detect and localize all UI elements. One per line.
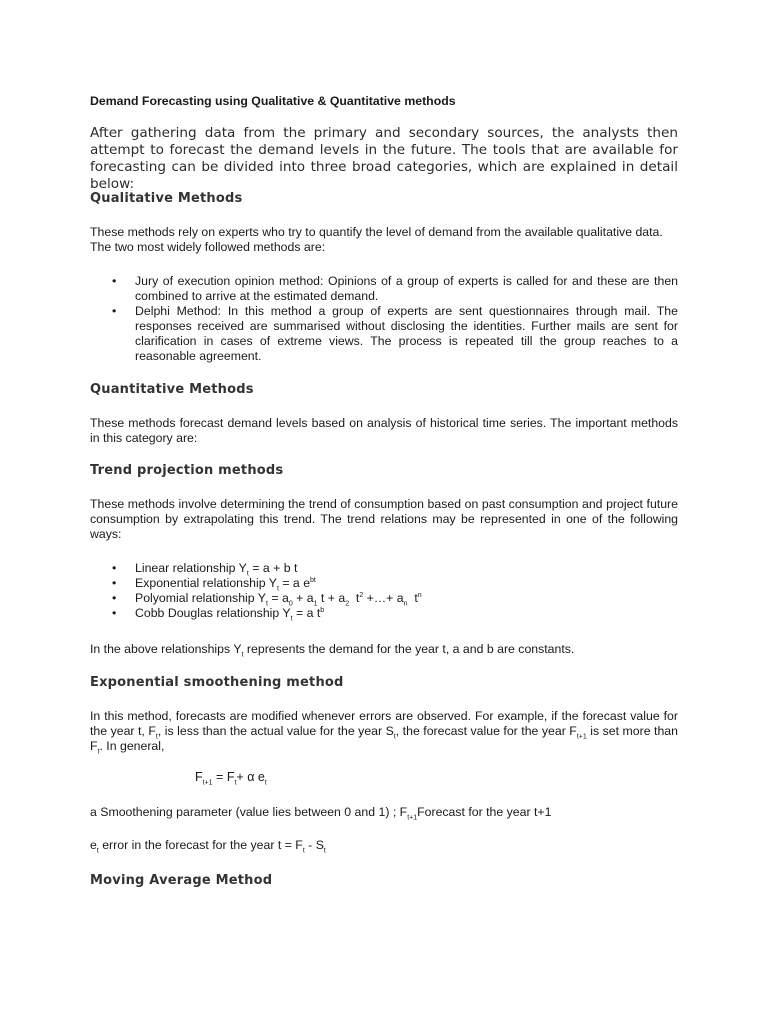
smoothing-paragraph: In this method, forecasts are modified whenever errors are observed. For example, if the forecast value for the year t, $F_t$, is less than the actual value for the year $S_t$, the forecast value for the year $F_{t+1}$ is set more than $F_t$. In general, bbox=[90, 709, 678, 756]
trend-heading: Trend projection methods bbox=[90, 463, 284, 478]
trend-list bbox=[112, 561, 678, 621]
list-item: • Delphi Method: In this method a group of experts are sent questionnaires through mail. The responses received are summarised without disclosing the identities. Further mails are sent for clarification in cases of extreme views. The process is repeated till the group reaches to a reasonable agreement. bbox=[112, 304, 678, 364]
list-item: • Exponential relationship $Y_t = a$ $e^{bt}$ bbox=[112, 576, 678, 591]
alpha-definition: a Smoothening parameter (value lies between 0 and 1) ; $F_{t+1}Forecast$ for the year t+1 bbox=[90, 805, 552, 822]
list-item: • Jury of execution opinion method: Opinions of a group of experts is called for and these are then combined to arrive at the estimated demand. bbox=[112, 274, 678, 304]
quantitative-heading: Quantitative Methods bbox=[90, 382, 254, 397]
qualitative-paragraph: These methods rely on experts who try to quantify the level of demand from the available qualitative data. The two most widely followed methods are: bbox=[90, 225, 663, 254]
moving-average-heading: Moving Average Method bbox=[90, 873, 273, 888]
document-title: Demand Forecasting using Qualitative & Quantitative methods bbox=[90, 94, 456, 108]
smoothing-formula: $F_{t+1} = F_t+ \alpha$ $e_t$ bbox=[195, 770, 267, 787]
error-definition: $e_t$ error in the forecast for the year $t = F_t - S_t$ bbox=[90, 838, 326, 855]
list-item: • Linear relationship $Y_t = a + b$ t bbox=[112, 561, 678, 576]
list-item: • Cobb Douglas relationship $Y_t = a$ $t^b$ bbox=[112, 606, 678, 621]
smoothing-heading: Exponential smoothening method bbox=[90, 675, 344, 690]
trend-note: In the above relationships $Y_t$ represents the demand for the year t, a and b are constants. bbox=[90, 642, 575, 659]
qualitative-heading: Qualitative Methods bbox=[90, 191, 243, 206]
quantitative-paragraph: These methods forecast demand levels based on analysis of historical time series. The important methods in this category are: bbox=[90, 416, 678, 445]
trend-paragraph: These methods involve determining the trend of consumption based on past consumption and project future consumption by extrapolating this trend. The trend relations may be represented in one of the following ways: bbox=[90, 497, 678, 541]
qualitative-list bbox=[112, 274, 678, 364]
list-item: • Polyomial relationship $Y_t = a_0 + a_1$ $t + a_2$ $t^2$ +…+ $a_n$ $t^n$ bbox=[112, 591, 678, 606]
intro-paragraph: After gathering data from the primary and secondary sources, the analysts then attempt to forecast the demand levels in the future. The tools that are available for forecasting can be divided into three broad categories, which are explained in detail below: bbox=[90, 125, 678, 192]
